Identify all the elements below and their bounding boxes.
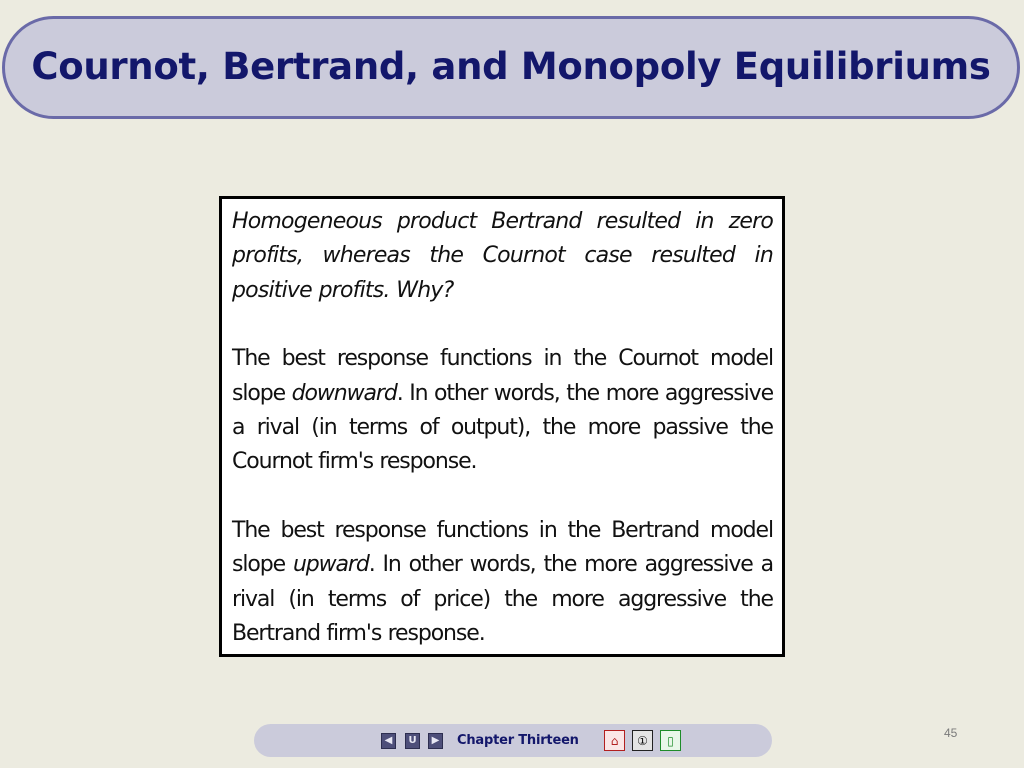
bertrand-intro: The best response functions in the Bertrand model slope	[232, 517, 773, 578]
cournot-rest: . In other words, the more aggressive a rival (in terms of output), the more passive the Cournot firm's response.	[232, 380, 774, 475]
right-arrow-icon: ▶	[431, 735, 440, 746]
info-icon: ①	[637, 733, 648, 748]
paragraph-gap	[232, 308, 773, 342]
return-icon: U	[408, 735, 417, 746]
page-number: 45	[944, 726, 958, 740]
home-button[interactable]	[604, 730, 625, 751]
content-box	[219, 196, 785, 657]
home-icon: ⌂	[610, 733, 619, 748]
end-show-button[interactable]	[660, 730, 681, 751]
bertrand-rest: . In other words, the more aggressive a rival (in terms of price) the more aggressive the Bertrand firm's response.	[232, 552, 773, 647]
bertrand-emphasis: upward	[292, 552, 369, 578]
question-paragraph: Homogeneous product Bertrand resulted in zero profits, whereas the Cournot case resulted in positive profits. Why?	[232, 209, 773, 303]
cournot-emphasis: downward	[291, 380, 397, 406]
left-arrow-icon: ◀	[384, 735, 393, 746]
next-slide-button[interactable]	[428, 733, 443, 749]
paragraph-gap	[232, 480, 773, 514]
previous-slide-button[interactable]	[381, 733, 396, 749]
bertrand-paragraph	[232, 514, 773, 652]
footer-nav-bar	[254, 724, 772, 757]
info-button[interactable]	[632, 730, 653, 751]
cournot-paragraph	[232, 342, 773, 480]
chapter-label[interactable]: Chapter Thirteen	[457, 733, 579, 748]
title-banner	[2, 16, 1020, 119]
slide-title: Cournot, Bertrand, and Monopoly Equilibriums	[31, 45, 991, 88]
return-button[interactable]	[405, 733, 420, 749]
cournot-intro: The best response functions in the Cournot model slope	[232, 346, 773, 406]
end-icon: ▯	[667, 733, 674, 748]
